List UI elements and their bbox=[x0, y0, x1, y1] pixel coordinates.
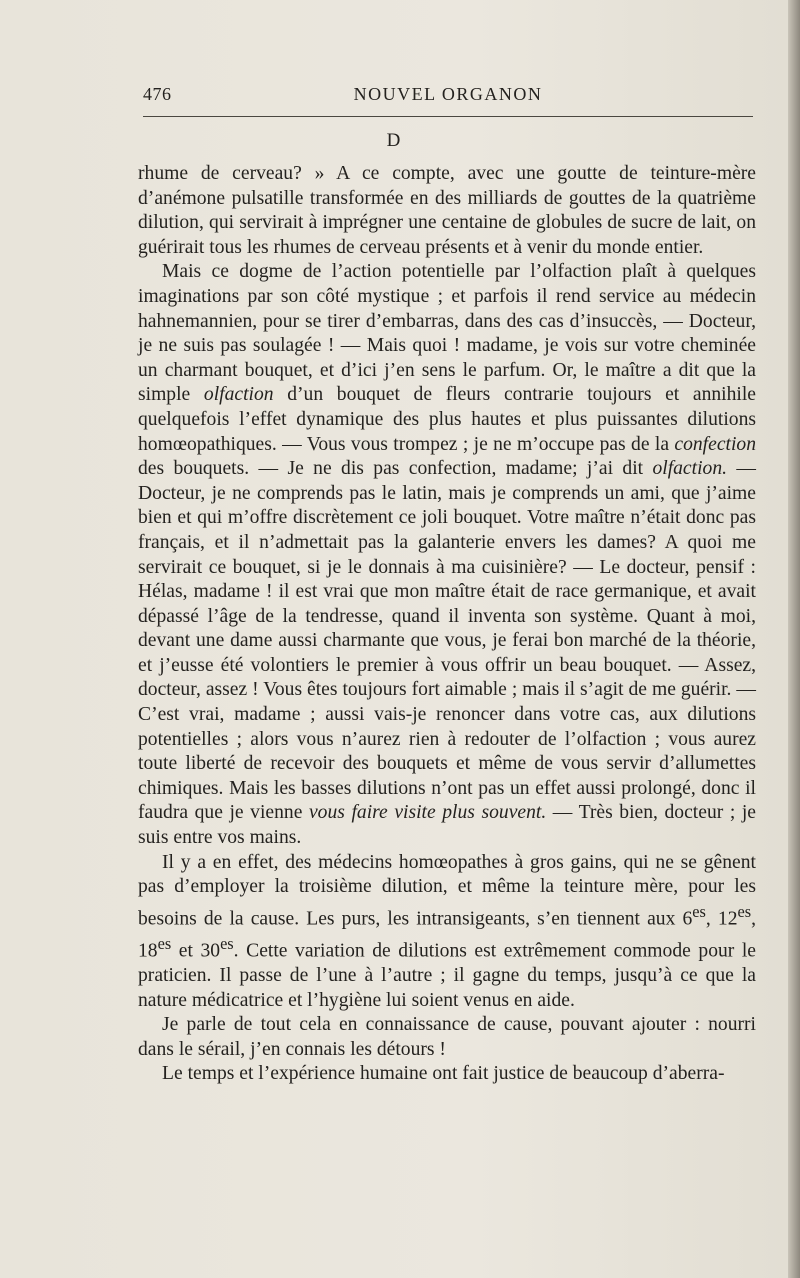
paragraph-text: des bouquets. — Je ne dis pas confection, madame; j’ai dit bbox=[138, 458, 653, 480]
paragraph-dilutions bbox=[138, 851, 756, 1014]
paragraph-text: d’un bouquet de fleurs contrarie toujours et annihile quelquefois l’effet dynamique des plus hautes et plus puissantes dilutions homœopathiques. — Vous vous trompez ; je ne m’occupe pas de la bbox=[138, 384, 756, 455]
ordinal-suffix: es bbox=[692, 901, 706, 921]
body-text bbox=[138, 162, 756, 1087]
ordinal-suffix: es bbox=[737, 901, 752, 921]
paragraph-text: et 30 bbox=[171, 940, 221, 962]
ordinal-suffix: es bbox=[220, 933, 234, 953]
italic-term: confection bbox=[674, 433, 756, 455]
italic-term: olfaction. bbox=[652, 458, 728, 480]
page-edge bbox=[788, 0, 800, 1278]
italic-phrase: vous faire visite plus souvent. bbox=[308, 802, 547, 824]
paragraph-text: rhume de cerveau? » A ce compte, avec une goutte de teinture-mère d’anémone pulsatille transformée en des milliards de gouttes de la quatrième dilution, qui servirait à imprégner une centaine de globules de sucre de lait, on guérirait tous les rhumes de cerveau présents et à venir du monde entier. bbox=[138, 163, 756, 258]
signature-mark: D bbox=[386, 130, 402, 151]
italic-term: olfaction bbox=[203, 384, 274, 406]
paragraph-text: Le temps et l’expérience humaine ont fait justice de beaucoup d’aberra- bbox=[162, 1063, 725, 1085]
running-title: NOUVEL ORGANON bbox=[353, 84, 543, 104]
header-rule bbox=[143, 116, 753, 117]
page-header bbox=[143, 84, 753, 112]
paragraph-text: — Très bien, docteur ; je suis entre vos mains. bbox=[138, 802, 756, 849]
paragraph-text: — Docteur, je ne comprends pas le latin, mais je comprends un ami, que j’aime bien et qui m’offre discrètement ce joli bouquet. Votre maître n’était donc pas français, et il n’admettait pas la galanterie envers les dames? A quoi me servirait ce bouquet, si je le donnais à ma cuisinière? — Le docteur, pensif : Hélas, madame ! il est vrai que mon maître était de race germanique, et avait dépassé l’âge de la tendresse, quand il inventa son système. Quant à moi, devant une dame aussi charmante que vous, je ferai bon marché de la théorie, et j’eusse été volontiers le premier à vous offrir un beau bouquet. — Assez, docteur, assez ! Vous êtes toujours fort aimable ; mais il s’agit de me guérir. — C’est vrai, madame ; aussi vais-je renoncer dans votre cas, aux dilutions potentielles ; alors vous n’aurez rien à redouter de l’olfaction ; vous aurez toute liberté de recevoir des bouquets et même de vous servir d’allumettes chimiques. Mais les basses dilutions n’ont pas un effet aussi prolongé, donc il faudra que je vienne bbox=[138, 458, 756, 824]
paragraph-text: , 18 bbox=[138, 908, 757, 962]
page-number: 476 bbox=[143, 84, 172, 104]
paragraph-text: . Cette variation de dilutions est extrêmement commode pour le praticien. Il passe de l’une à l’autre ; il gagne du temps, jusqu’à ce que la nature médicatrice et l’hygiène lui soient venus en aide. bbox=[138, 940, 757, 1011]
paragraph-olfaction-dialogue bbox=[138, 260, 756, 850]
ordinal-suffix: es bbox=[157, 933, 172, 953]
paragraph-text: Mais ce dogme de l’action potentielle par l’olfaction plaît à quelques imaginations par son côté mystique ; et parfois il rend service au médecin hahnemannien, pour se tirer d’embarras, dans des cas d’insuccès, — Docteur, je ne suis pas soulagée ! — Mais quoi ! madame, je vois sur votre cheminée un charmant bouquet, et d’ici j’en sens le parfum. Or, le maître a dit que la simple bbox=[138, 261, 756, 406]
paragraph-text: Il y a en effet, des médecins homœopathes à gros gains, qui ne se gênent pas d’employer la troisième dilution, et même la teinture mère, pour les besoins de la cause. Les purs, les intransigeants, s’en tiennent aux 6 bbox=[138, 851, 756, 930]
paragraph-serail bbox=[138, 1013, 756, 1062]
paragraph-last-line bbox=[138, 1062, 756, 1087]
paragraph-continued bbox=[138, 162, 756, 260]
paragraph-text: Je parle de tout cela en connaissance de cause, pouvant ajouter : nourri dans le sérail, j’en connais les détours ! bbox=[138, 1014, 756, 1060]
paragraph-text: , 12 bbox=[705, 908, 738, 930]
